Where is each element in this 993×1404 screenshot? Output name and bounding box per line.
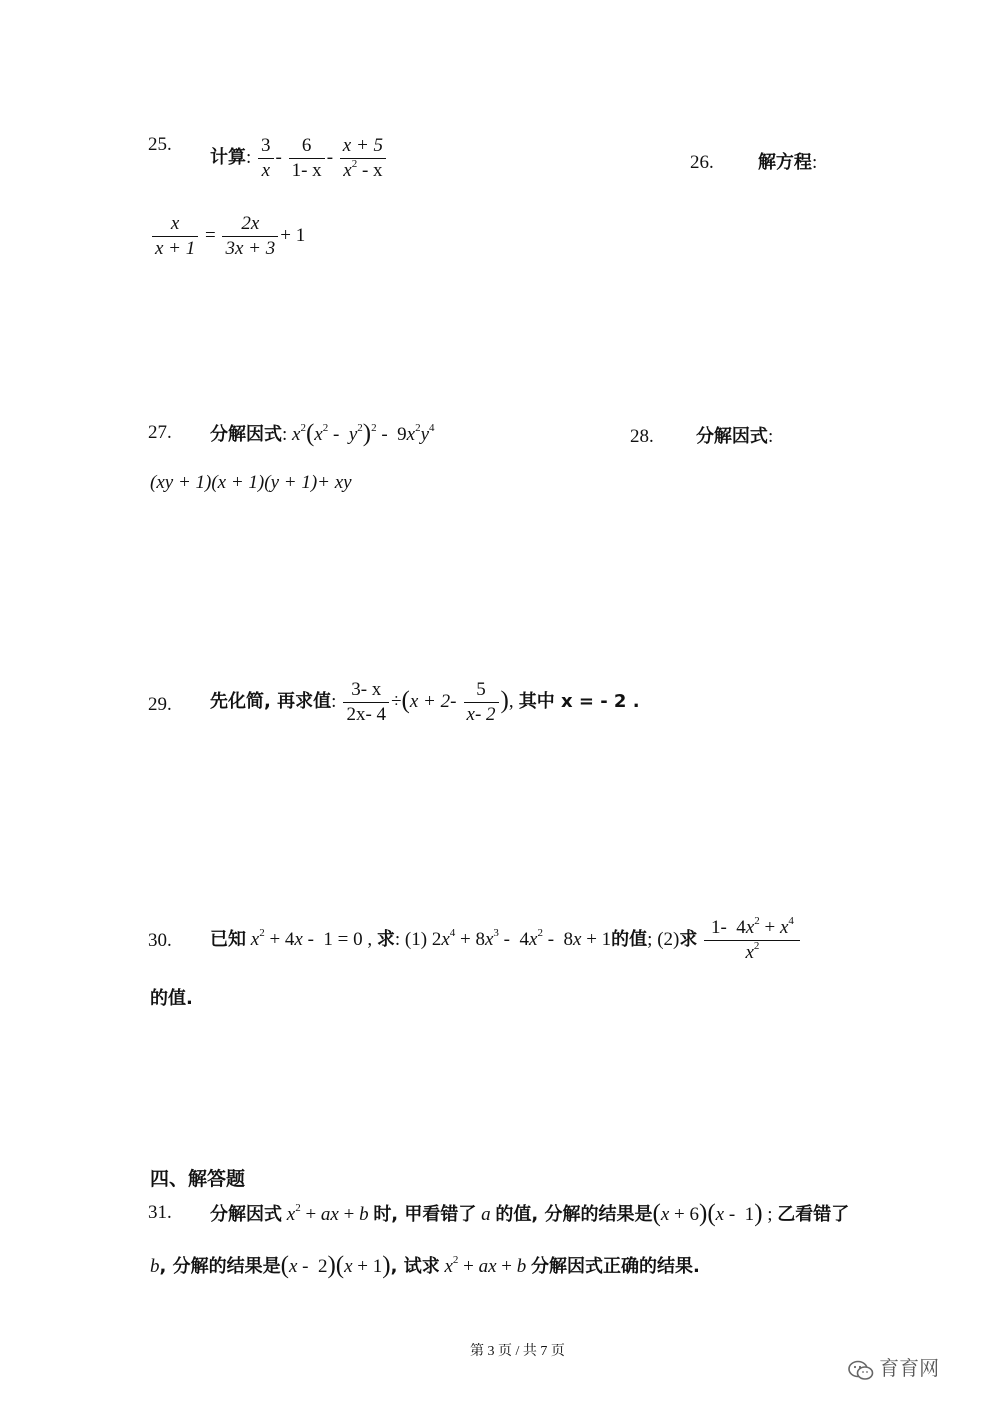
wechat-icon — [848, 1360, 874, 1382]
q30-frac: $\frac{1- 4x^2 + x^4}{x^2}$ — [704, 916, 800, 965]
q29-number: 29. — [148, 694, 172, 715]
q25-frac-2: $\frac{6}{1- x}$ — [289, 134, 325, 183]
q28-number: 28. — [630, 426, 654, 447]
q27-expression: 分解因式: $x^2(x^2 - y^2)^2 - 9x^2y^4$ — [210, 420, 435, 447]
q26-tail: + 1 — [280, 224, 306, 246]
q26-equation: $\frac{x}{x + 1}$ = $\frac{2x}{3x + 3}$ + 1 — [150, 212, 305, 261]
q29-frac-2: $\frac{5}{x- 2}$ — [464, 678, 499, 727]
page-footer: 第 3 页 / 共 7 页 — [470, 1344, 565, 1359]
q28-label: 分解因式 — [695, 426, 768, 447]
q25-expression: 计算: $\frac{3}{x}$ - $\frac{6}{1- x}$ - $\frac{x + 5}{x^2 - x}$ — [210, 134, 388, 183]
q30-number: 30. — [148, 930, 172, 951]
watermark-text: 育育网 — [879, 1356, 940, 1380]
q30-expression: 已知 $x^2 + 4x - 1 = 0$ , 求: (1) $2x^4 + 8x^3 - 4x^2 - 8x + 1$的值; (2)求 $\frac{1- 4x^2 + x^4}{x^2}$ — [210, 916, 802, 965]
q25-frac-3: $\frac{x + 5}{x^2 - x}$ — [340, 134, 386, 183]
q25-frac-1: $\frac{3}{x}$ — [258, 134, 274, 183]
q28-expression: (xy + 1)(x + 1)(y + 1)+ xy — [150, 472, 352, 493]
q27-number: 27. — [148, 422, 172, 443]
q25-block — [148, 134, 172, 156]
q30-part1: (1) — [404, 929, 428, 950]
q30-block — [148, 930, 172, 952]
q26-number: 26. — [690, 152, 714, 173]
q26-frac-left: $\frac{x}{x + 1}$ — [152, 212, 198, 261]
q29-condition: 其中 x = - 2 . — [518, 691, 640, 712]
q29-frac-1: $\frac{3- x}{2x- 4}$ — [343, 678, 389, 727]
q29-label: 先化简, 再求值 — [210, 691, 332, 712]
section-title: 四、解答题 — [150, 1168, 246, 1190]
q30-tail: 的值. — [150, 988, 193, 1009]
q27-label: 分解因式 — [210, 424, 282, 445]
q29-block — [148, 694, 172, 716]
q29-expression: 先化简, 再求值: $\frac{3- x}{2x- 4}$ ÷(x + 2- $\frac{5}{x- 2}$ ), 其中 x = - 2 . — [210, 679, 640, 725]
q25-number: 25. — [148, 134, 172, 155]
watermark — [848, 1352, 939, 1382]
q26-header: 26. 解方程: — [690, 152, 818, 173]
q30-value: 的值 — [611, 929, 648, 950]
q29-mid: x + 2- — [409, 691, 457, 712]
q31-block — [148, 1202, 172, 1224]
q31-line-2: b, 分解的结果是(x - 2)(x + 1), 试求 $x^2$ + ax + b 分解因式正确的结果. — [150, 1252, 700, 1279]
q26-frac-right: $\frac{2x}{3x + 3}$ — [222, 212, 278, 261]
q31-line-1: 分解因式 $x^2$ + ax + b 时, 甲看错了 a 的值, 分解的结果是(x + 6)(x - 1) ; 乙看错了 — [210, 1200, 850, 1227]
q30-part2: (2) — [657, 929, 680, 950]
q30-lead: 已知 — [210, 929, 246, 950]
q25-label: 计算 — [210, 147, 246, 168]
q28-header: 28. 分解因式: — [630, 426, 774, 447]
q30-ask: 求 — [376, 929, 395, 950]
q31-number: 31. — [148, 1202, 172, 1223]
q27-block — [148, 422, 172, 444]
q26-label: 解方程 — [757, 152, 812, 173]
